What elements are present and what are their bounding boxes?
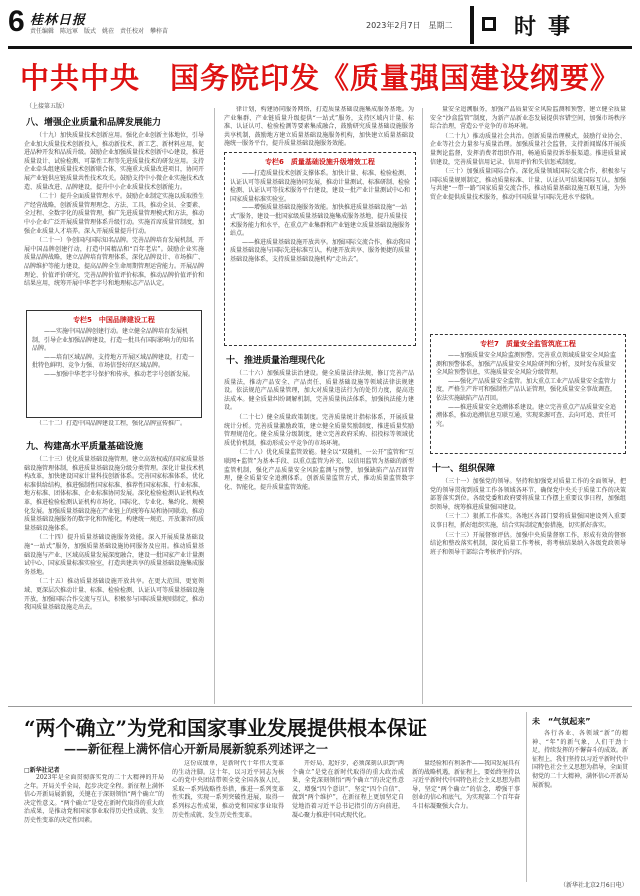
sidebar-box-5 <box>26 310 202 418</box>
sidebar-box-6 <box>224 152 416 346</box>
paragraph: 律计划，构建协同服务网络，打造质量基础设施集成服务基地。为产业集群、产业链质量升级提供“一站式”服务，支持区域内计量、标准、认证认可、检验检测等要素集成融合，鼓励研究质量基础设施服务共享机制，鼓励地方建立质量基础设施服务机构，加快建立质量基础设施统一服务平台，提升质量基础设施服务效能。 <box>224 106 414 148</box>
paragraph: 各行各业、各领域“新”的精神、“年”的新气象，人们干劲十足，持续发挥的不懈奋斗的成效。新征程上，我们坚持以习近平新时代中国特色社会主义思想为指导，全面贯彻党的二十大精神，满怀信心开新局展新貌。 <box>532 730 628 789</box>
box-paragraph: ——培育区域品牌。支持地方开展区域品牌建设，打造一批特色鲜明、竞争力强、市场信誉好的区域品牌。 <box>32 353 195 370</box>
column-divider <box>214 108 215 704</box>
column-divider <box>422 108 423 704</box>
article-column-1 <box>24 774 164 890</box>
column-3-top <box>430 106 626 331</box>
subsection-title: 未 “气氛起来” <box>532 717 591 726</box>
source-credit: （新华社北京2月6日电） <box>560 882 628 889</box>
box-paragraph: ——增强质量基础设施服务效能。加快推进质量基础设施“一站式”服务，建设一批国家级质量基础设施集成服务基地，提升质量技术服务能力和水平，在重点产业集群和产业链建立质量基础设施服务站点。 <box>230 204 411 238</box>
paragraph: 这份成绩单，是新时代十年伟大变革的生动注脚。这十年，以习近平同志为核心的党中央团结带领全党全国各族人民，采取一系列战略性举措，推进一系列变革性实践，实现一系列突破性进展，取得一系列标志性成果，推动党和国家事业取得历史性成就、发生历史性变革。 <box>172 760 284 819</box>
paragraph: （三十三）开展督察评估。加强中央质量督察工作，形成有效的督察结论和整改落实机制，深化质量工作考核，将考核结果纳入各级党政领导班子和领导干部综合考核评价内容。 <box>430 531 626 556</box>
article-column-5 <box>532 714 628 876</box>
paragraph: （三十二）狠抓工作落实。各地区各部门要将质量强国建设列入重要议事日程，抓好组织实施，结合实际制定配套措施，切实抓好落实。 <box>430 513 626 529</box>
box-paragraph: ——推进质量安全追溯体系建设。建立完善重点产品质量安全追溯体系，推动追溯信息互联互通，实现来源可查、去向可追、责任可究。 <box>436 403 617 428</box>
paragraph: （二十八）优化质量监管效能。健全以“双随机、一公开”监管和“互联网+监管”为基本手段、以重点监管为补充、以信用监管为基础的新型监管机制，强化产品质量安全风险监测与预警，加强缺陷产品召回管理，健全质量安全追溯体系。创新质量监管方式，推动质量监管数字化、智能化，提升质量监管效能。 <box>224 449 414 491</box>
paragraph: （二十六）加强质量法治建设。健全质量法律法规，修订完善产品质量法，推动产品安全、产品责任、质量基础设施等领域法律法规建设。依法规范产品质量管理，加大对质量违法行为的处罚力度，提高违法成本。健全质量纠纷调解机制，完善质量执法体系，加强执法能力建设。 <box>224 370 414 412</box>
masthead-rule <box>8 46 632 49</box>
box-paragraph: ——加强中华老字号保护和传承，推动老字号创新发展。 <box>44 370 195 378</box>
section-heading: 九、构建高水平质量基础设施 <box>26 442 144 452</box>
article-subtitle: ——新征程上满怀信心开新局展新貌系列述评之一 <box>64 742 329 756</box>
masthead <box>8 6 632 46</box>
paragraph: 量经验和有利条件——我国发展具有新的战略机遇，新征程上，要始终坚持以习近平新时代中国特色社会主义思想为指导，坚定“两个确立”的信念，增强干事创业的信心和底气，为实现第二个百年奋斗目标凝聚强大合力。 <box>412 760 520 810</box>
section-heading: 八、增强企业质量和品牌发展能力 <box>26 118 162 128</box>
column-1-top <box>24 110 204 305</box>
paragraph: （二十五）推动质量基础设施开放共享。在更大范围、更宽领域、更深层次推动计量、标准、检验检测、认证认可等质量基础设施开放，加强国际合作交流与互认，积极参与国际质量规则制定，推动我国质量基础设施走出去。 <box>24 578 204 612</box>
byline: □新华社记者 <box>24 767 60 774</box>
article-column-4 <box>412 760 520 890</box>
paragraph: （十九）加快质量技术创新应用。强化企业创新主体地位，引导企业加大质量技术创新投入，推动新技术、新工艺、新材料应用，促进品种开发和品质升级。鼓励企业加强质量技术创新中心建设，推进质量设计、试验检测、可靠性工程等先进质量技术的研发应用。支持企业牵头组建质量技术创新联合体，实施重大质量改进项目，协同开展产业链供应链质量共性技术攻关。鼓励支持中小微企业实施技术改造、质量改进、品牌建设，提升中小企业质量技术创新能力。 <box>24 132 204 191</box>
section-heading: 十一、组织保障 <box>432 464 496 474</box>
square-icon <box>482 17 496 31</box>
newspaper-logo: 桂林日报 <box>30 13 87 28</box>
paragraph: 2023年是全面贯彻落实党的二十大精神的开局之年。开局关乎全局，起步决定全程。新征程上满怀信心开新局展新貌，关键在于深刻领悟“两个确立”的决定性意义。“两个确立”是党在新时代取得的重大政治成果，是推动党和国家事业取得历史性成就、发生历史性变革的决定性因素。 <box>24 774 164 824</box>
box-title: 专栏5 中国品牌建设工程 <box>73 316 155 324</box>
section-name: 时事 <box>514 14 583 40</box>
column-1-middle <box>24 420 204 434</box>
paragraph: （二十七）健全质量政策制度。完善质量统计指标体系，开展质量统计分析。完善质量激励政策，建立健全质量奖励制度，推进质量奖励管理规范化。健全质量分级制度，建立完善政府采购、招投标等领域优质优价机制，推动形成公平竞争的市场环境。 <box>224 413 414 447</box>
column-2-top <box>224 106 414 150</box>
section-divider <box>8 706 632 707</box>
article-column-2 <box>172 760 284 890</box>
paragraph: （二十一）争创国内国际知名品牌。完善品牌培育发展机制，开展中国品牌创建行动，打造中国精品和“百年老店”。鼓励企业实施质量品牌战略，建立品牌培育管理体系，深化品牌设计、市场推广、品牌维护等能力建设，提高品牌全生命周期管理运营能力。开展品牌理论、价值评价研究，完善品牌价值评价标准，推动品牌价值评价和结果应用，统筹开展中华老字号和地理标志产品认定。 <box>24 237 204 288</box>
article-title: “两个确立”为党和国家事业发展提供根本保证 <box>24 716 428 740</box>
section-label <box>470 6 632 44</box>
editor-credits: 责任编辑 陈远軍 版式 姚莅 责任校对 攀梓苗 <box>30 28 169 35</box>
paragraph: （二十四）提升质量基础设施服务效能。深入开展质量基础设施“一站式”服务，加强质量基础设施协同服务及应用。推动质量基础设施与产业、区域高质量发展深度融合，建设一批国家产业计量测试中心、国家质量标准实验室，打造共建共享的质量基础设施集成服务基地。 <box>24 534 204 576</box>
box-paragraph: ——强化产品质量安全监管。加大重点工业产品质量安全监管力度，严格生产许可和强制性产品认证管理，强化质量安全事故调查，依法实施缺陷产品召回。 <box>436 377 617 402</box>
box-paragraph: ——实施中国品牌创建行动。建立健全品牌培育发展机制，引导企业加强品牌建设，打造一批具有国际影响力的知名品牌。 <box>32 328 195 353</box>
paragraph: 开好局、起好步，必须深刻认识到“两个确立”是党在新时代取得的重大政治成果，全党深刻领悟“两个确立”的决定性意义，增强“四个意识”、坚定“四个自信”、做到“两个维护”，在新征程上更加坚定自觉地沿着习近平总书记指引的方向前进，凝心聚力推进中国式现代化。 <box>292 760 404 819</box>
continued-tag: （上接第五版） <box>26 103 69 110</box>
paragraph: （三十一）加强党的领导。坚持和加强党对质量工作的全面领导，把党的领导贯彻到质量工作各领域各环节，确保党中央关于质量工作的决策部署落实到位。各级党委和政府要将质量工作摆上重要议事日程，加强组织领导，统筹推进质量强国建设。 <box>430 478 626 511</box>
box-paragraph: ——打造质量技术创新支撑体系。加快计量、标准、检验检测、认证认可等质量基础设施协同发展，推动计量测试、标准研制、检验检测、认证认可等技术服务平台建设，建设一批产业计量测试中心和国家质量标准实验室。 <box>230 170 411 203</box>
section-heading: 十、推进质量治理现代化 <box>226 356 326 366</box>
box-title: 专栏7 质量安全监管筑底工程 <box>480 340 576 348</box>
paragraph: （二十九）推动质量社会共治。创新质量治理模式，鼓励行业协会、企业等社会力量参与质量治理。加强质量社会监督，支持新闻媒体开展质量舆论监督，发挥消费者组织作用，畅通质量投诉举报渠道。推进质量诚信建设，完善质量信用记录、信用评价和失信惩戒制度。 <box>430 132 626 166</box>
box-paragraph: ——加强质量安全风险监测预警。完善重点领域质量安全风险监测和预警体系，加强产品质量安全风险研判和分析，及时发布质量安全风险预警信息，实施质量安全风险分级管理。 <box>436 352 617 377</box>
box-title: 专栏6 质量基础设施升级增效工程 <box>265 158 375 166</box>
sidebar-box-7 <box>430 334 626 454</box>
paragraph: （二十三）优化质量基础设施管理。建立高效权威的国家质量基础设施管理体制，推进质量基础设施分级分类管理。深化计量技术机构改革，加快建设国家计量科技创新体系。完善国家标准体系，优化标准供给结构，推进强制性国家标准、推荐性国家标准、行业标准、地方标准、团体标准、企业标准协同发展。深化检验检测认证机构改革，推进检验检测认证机构市场化、国际化、专业化、集约化、规模化发展。加强质量基础设施在产业链上的统筹布局和协同联动，推动质量基础设施服务的数字化和智能化，构建统一规范、开放兼容的质量基础设施体系。 <box>24 456 204 532</box>
column-2-bottom <box>224 348 414 704</box>
column-1-bottom <box>24 434 204 704</box>
paragraph: （二十）提升全面质量管理水平。鼓励企业制定实施以质取胜生产经营战略，创新质量管理理念、方法、工具，推动全员、全要素、全过程、全数字化的质量管理，推广先进质量管理模式和方法，推动中小企业广泛开展质量管理体系升级行动。实施首席质量官制度，加强企业质量人才培养。深入开展质量提升行动。 <box>24 193 204 235</box>
article-column-3 <box>292 760 404 890</box>
box-paragraph: ——推进质量基础设施开放共享。加强国际交流合作，推动我国质量基础设施与国际先进标准互认，构建开放共享、服务便捷的质量基础设施体系，支持质量基础设施机构“走出去”。 <box>230 238 411 263</box>
issue-date: 2023年2月7日 星期二 <box>366 21 453 30</box>
page-number: 6 <box>8 5 25 38</box>
main-headline: 中共中央 国务院印发《质量强国建设纲要》 <box>19 61 620 95</box>
paragraph: （三十）加强质量国际合作。深化质量领域国际交流合作，积极参与国际质量规则制定，推动质量标准、计量、认证认可结果国际互认。加强与共建“一带一路”国家质量交流合作，推动质量基础设施互联互通，为外贸企业提供质量技术服务，推动中国质量与国际先进水平接轨。 <box>430 168 626 201</box>
paragraph: （二十二）打造中国品牌建设工程，强化品牌宣传推广。 <box>36 420 187 427</box>
column-divider <box>526 712 527 882</box>
paragraph: 量安全追溯服务，加强产品质量安全风险监测和预警，建立健全质量安全“沙盒监管”制度，为新产品新业态发展提供容错空间，加强市场秩序综合治理，营造公平竞争的市场环境。 <box>430 106 626 131</box>
column-3-bottom <box>430 456 626 704</box>
